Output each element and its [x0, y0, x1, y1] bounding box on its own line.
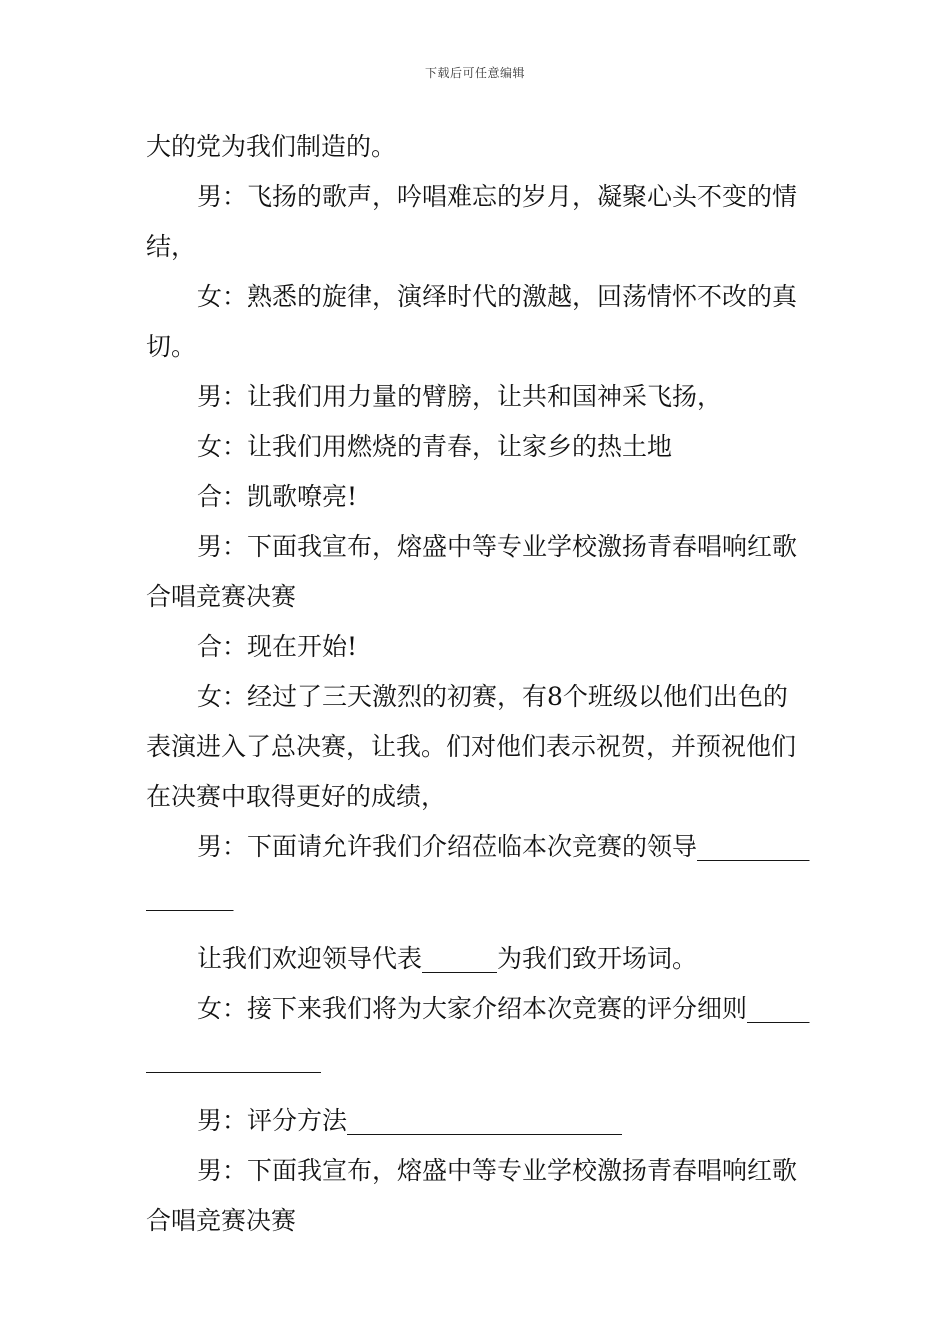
paragraph-8: 合：现在开始! — [197, 632, 358, 661]
paragraph-4: 男：让我们用力量的臂膀，让共和国神采飞扬， — [197, 382, 723, 411]
paragraph-9: 女：经过了三天激烈的初赛，有8个班级以他们出色的表演进入了总决赛，让我。们对他们表示祝贺，并预祝他们在决赛中取得更好的成绩， — [146, 682, 797, 811]
paragraph-7: 男：下面我宣布，熔盛中等专业学校激扬青春唱响红歌合唱竞赛决赛 — [146, 532, 798, 611]
document-body — [146, 122, 810, 1246]
paragraph-10: 男：下面请允许我们介绍莅临本次竞赛的领导________________ — [146, 832, 810, 911]
paragraph-5: 女：让我们用燃烧的青春，让家乡的热土地 — [197, 432, 673, 461]
paragraph-6: 合：凯歌嘹亮! — [197, 482, 358, 511]
paragraph-12: 女：接下来我们将为大家介绍本次竞赛的评分细则___________________ — [146, 994, 810, 1073]
paragraph-1: 大的党为我们制造的。 — [146, 132, 397, 161]
paragraph-3: 女：熟悉的旋律，演绎时代的激越，回荡情怀不改的真切。 — [146, 282, 798, 361]
paragraph-14: 男：下面我宣布，熔盛中等专业学校激扬青春唱响红歌合唱竞赛决赛 — [146, 1156, 798, 1235]
paragraph-11: 让我们欢迎领导代表______为我们致开场词。 — [197, 944, 698, 973]
page-header: 下载后可任意编辑 — [424, 66, 525, 80]
paragraph-2: 男：飞扬的歌声，吟唱难忘的岁月，凝聚心头不变的情结， — [146, 182, 798, 261]
paragraph-13: 男：评分方法______________________ — [197, 1106, 623, 1135]
